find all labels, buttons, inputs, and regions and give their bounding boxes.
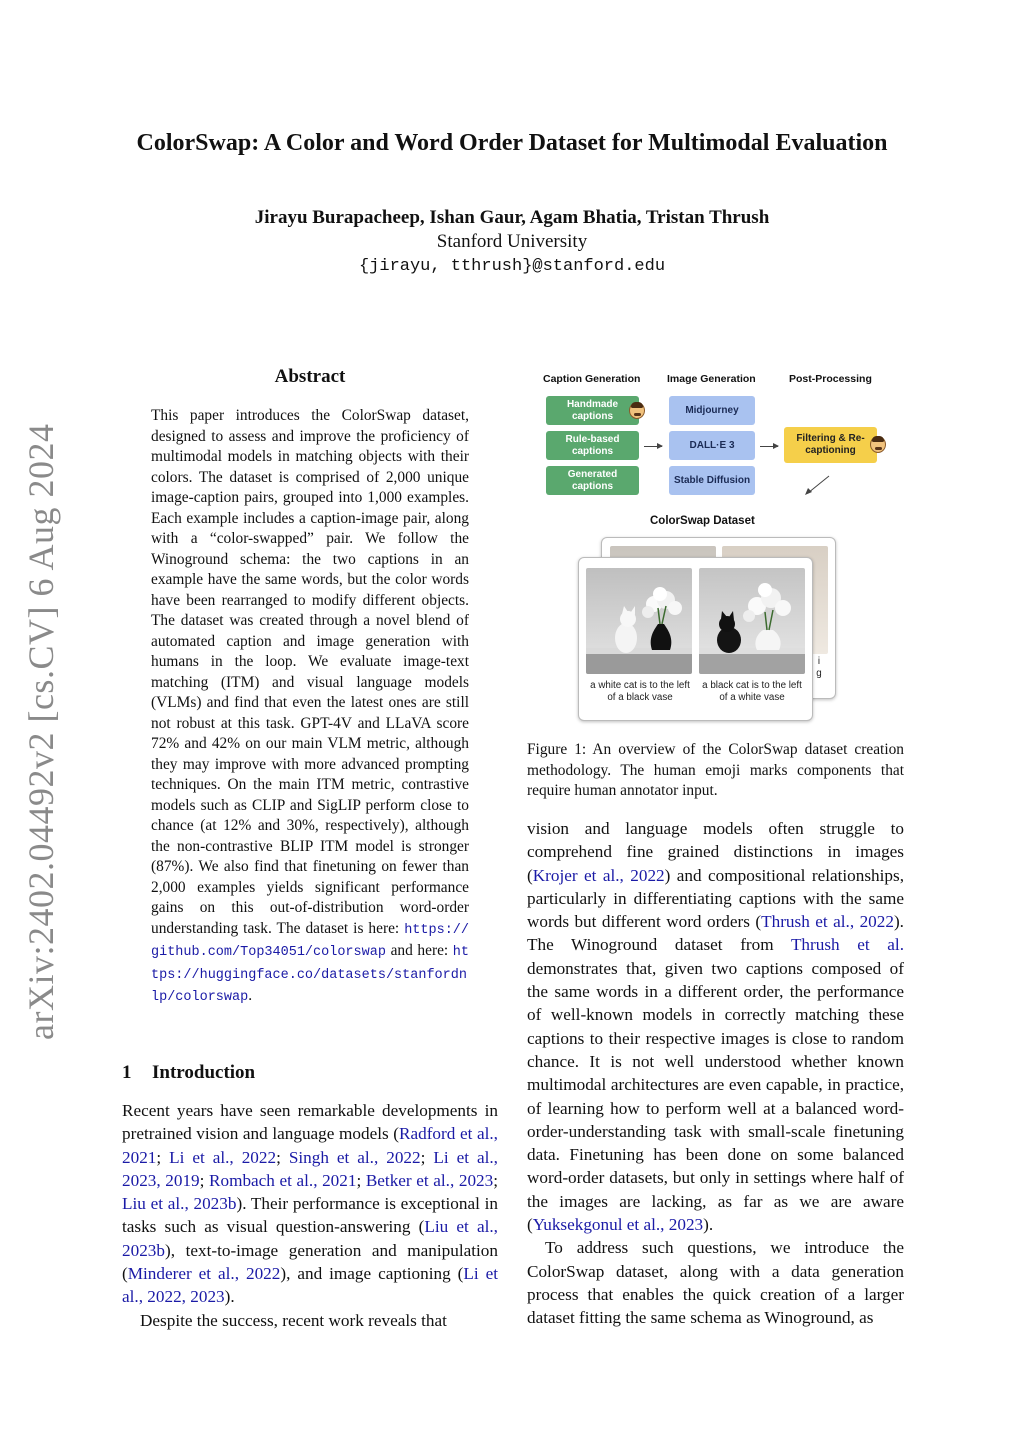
- abstract-text: This paper introduces the ColorSwap dataset, designed to assess and improve the proficiency of multimodal models in matching objects with their colors. The dataset is comprised of 2,000 unique image-caption pairs, grouped into 1,000 examples. Each example includes a caption-image pair, along with a “color-swapped” pair. We follow the Winoground schema: the two captions in an example have the same words, but the color words have been rearranged to modify different objects. The dataset was created through a novel blend of automated caption and image generation with humans in the loop. We evaluate image-text matching (ITM) and visual language models (VLMs) and find that even the latest ones are still not robust at this task. GPT-4V and LLaVA score 72% and 42% on our main VLM metric, although they may improve with more advanced prompting techniques. On the main ITM metric, contrastive models such as CLIP and SigLIP perform close to chance (at 12% and 30%, respectively), although the non-contrastive BLIP ITM model is stronger (87%). We also find that finetuning on fewer than 2,000 examples yields significant performance gains on this out-of-distribution word-order understanding task. The dataset is here:: [151, 407, 469, 937]
- box-midjourney: Midjourney: [669, 396, 755, 425]
- image-white-cat-black-vase: [586, 568, 692, 674]
- affiliation: Stanford University: [436, 231, 588, 252]
- abstract-end: .: [248, 987, 253, 1004]
- left-column-body: [122, 1099, 498, 1332]
- citation-link[interactable]: Thrush et al., 2022: [761, 912, 894, 932]
- box-generated-captions: Generated captions: [546, 466, 639, 495]
- paragraph-text: ;: [356, 1170, 366, 1190]
- abstract-heading: Abstract: [274, 366, 346, 387]
- arxiv-stamp: arXiv:2402.04492v2 [cs.CV] 6 Aug 2024: [21, 423, 61, 1040]
- paragraph-text: ).: [703, 1215, 714, 1235]
- human-emoji-icon: [870, 436, 886, 453]
- citation-link[interactable]: Singh et al., 2022: [288, 1147, 421, 1167]
- header-caption-generation: Caption Generation: [543, 373, 641, 385]
- citation-link[interactable]: Li et al., 2023, 2019: [122, 1147, 498, 1190]
- dataset-title: ColorSwap Dataset: [650, 515, 755, 527]
- section-heading-introduction: [122, 1062, 255, 1084]
- intro-paragraph-3: [527, 817, 904, 1236]
- figure-1: [527, 365, 904, 725]
- box-handmade-captions: Handmade captions: [546, 396, 639, 425]
- white-cat-black-vase-illustration: [586, 568, 692, 674]
- right-column-body: [527, 817, 904, 1330]
- abstract-body: [151, 406, 469, 1009]
- huggingface-link[interactable]: https://huggingface.co/datasets/stanfordnlp/colorswap: [151, 945, 469, 1005]
- paragraph-text: ;: [420, 1147, 434, 1167]
- section-number: 1: [122, 1062, 132, 1083]
- intro-paragraph-4: To address such questions, we introduce the ColorSwap dataset, along with a data generation process that enables the quick creation of a larger dataset fitting the same schema as Winoground, as: [527, 1238, 904, 1328]
- author-list: Jirayu Burapacheep, Ishan Gaur, Agam Bhatia, Tristan Thrush: [254, 207, 770, 228]
- citation-link[interactable]: Minderer et al., 2022: [127, 1264, 281, 1284]
- citation-link[interactable]: Li et al., 2022: [169, 1147, 277, 1167]
- citation-link[interactable]: Yuksekgonul et al., 2023: [532, 1215, 704, 1235]
- citation-link[interactable]: Thrush et al.: [790, 935, 904, 955]
- citation-link[interactable]: Liu et al., 2023b: [122, 1217, 498, 1260]
- paragraph-text: ).: [224, 1287, 235, 1307]
- paragraph-text: Recent years have seen remarkable developments in pretrained vision and language models (: [122, 1101, 498, 1144]
- paragraph-text: ;: [276, 1147, 289, 1167]
- example-caption-2: a black cat is to the left of a white vase: [702, 680, 802, 703]
- arrow-right-icon: [644, 446, 662, 447]
- example-caption-1: a white cat is to the left of a black vase: [590, 680, 690, 703]
- header-image-generation: Image Generation: [667, 373, 756, 385]
- image-black-cat-white-vase: [699, 568, 805, 674]
- figure-1-caption: Figure 1: An overview of the ColorSwap dataset creation methodology. The human emoji marks components that require human annotator input.: [527, 741, 904, 799]
- contact-email: {jirayu, tthrush}@stanford.edu: [358, 257, 666, 276]
- abstract-connector: and here:: [385, 942, 453, 959]
- front-example-card: [578, 557, 813, 721]
- box-dalle3: DALL·E 3: [669, 431, 755, 460]
- black-cat-white-vase-illustration: [699, 568, 805, 674]
- paragraph-text: ). The Winoground dataset from: [527, 912, 904, 955]
- paragraph-text: ). Their performance is exceptional in tasks such as visual question-answering (: [122, 1194, 498, 1237]
- paragraph-text: vision and language models often struggle to comprehend fine grained distinctions in images (: [527, 819, 904, 885]
- paragraph-text: ;: [156, 1147, 170, 1167]
- github-link[interactable]: https://github.com/Top34051/colorswap: [151, 922, 469, 960]
- paper-title: ColorSwap: A Color and Word Order Dataset for Multimodal Evaluation: [136, 130, 888, 156]
- box-stable-diffusion: Stable Diffusion: [669, 466, 755, 495]
- human-emoji-icon: [629, 402, 645, 419]
- citation-link[interactable]: Betker et al., 2023: [365, 1170, 494, 1190]
- paragraph-text: ), and image captioning (: [280, 1264, 464, 1284]
- header-post-processing: Post-Processing: [789, 373, 872, 385]
- citation-link[interactable]: Radford et al., 2021: [122, 1124, 498, 1167]
- paragraph-text: ) and compositional relationships, particularly in differentiating captions with the same words but different word orders (: [527, 865, 904, 932]
- section-title: Introduction: [152, 1062, 256, 1083]
- paragraph-text: ;: [493, 1170, 499, 1190]
- paragraph-text: demonstrates that, given two captions composed of the same words in a different order, the performance of well-known models in correctly matching these captions to their respective images is close to random chance. It is not well understood whether known multimodal architectures are even capable, in practice, of learning how to perform well at a balanced word-order-understanding task with small-scale finetuning data. Finetuning has been done on some balanced word-order datasets, but only in settings where half of the images are lacking, as far as we are aware (: [527, 958, 904, 1235]
- intro-paragraph-2: Despite the success, recent work reveals that: [140, 1310, 447, 1330]
- arrow-down-left-icon: [802, 473, 832, 497]
- arrow-right-icon: [760, 446, 778, 447]
- citation-link[interactable]: Liu et al., 2023b: [122, 1194, 237, 1214]
- citation-link[interactable]: Rombach et al., 2021: [209, 1170, 357, 1190]
- intro-paragraph-1: [122, 1099, 498, 1309]
- citation-link[interactable]: Li et al., 2022, 2023: [122, 1264, 499, 1307]
- box-rule-based-captions: Rule-based captions: [546, 431, 639, 460]
- paragraph-text: ;: [199, 1170, 210, 1190]
- back-caption-fragment: i: [817, 656, 821, 667]
- paragraph-text: ), text-to-image generation and manipulation (: [122, 1240, 498, 1284]
- box-filtering-recaptioning: Filtering & Re-captioning: [784, 427, 877, 463]
- back-caption-fragment: g: [816, 668, 822, 679]
- citation-link[interactable]: Krojer et al., 2022: [532, 865, 665, 885]
